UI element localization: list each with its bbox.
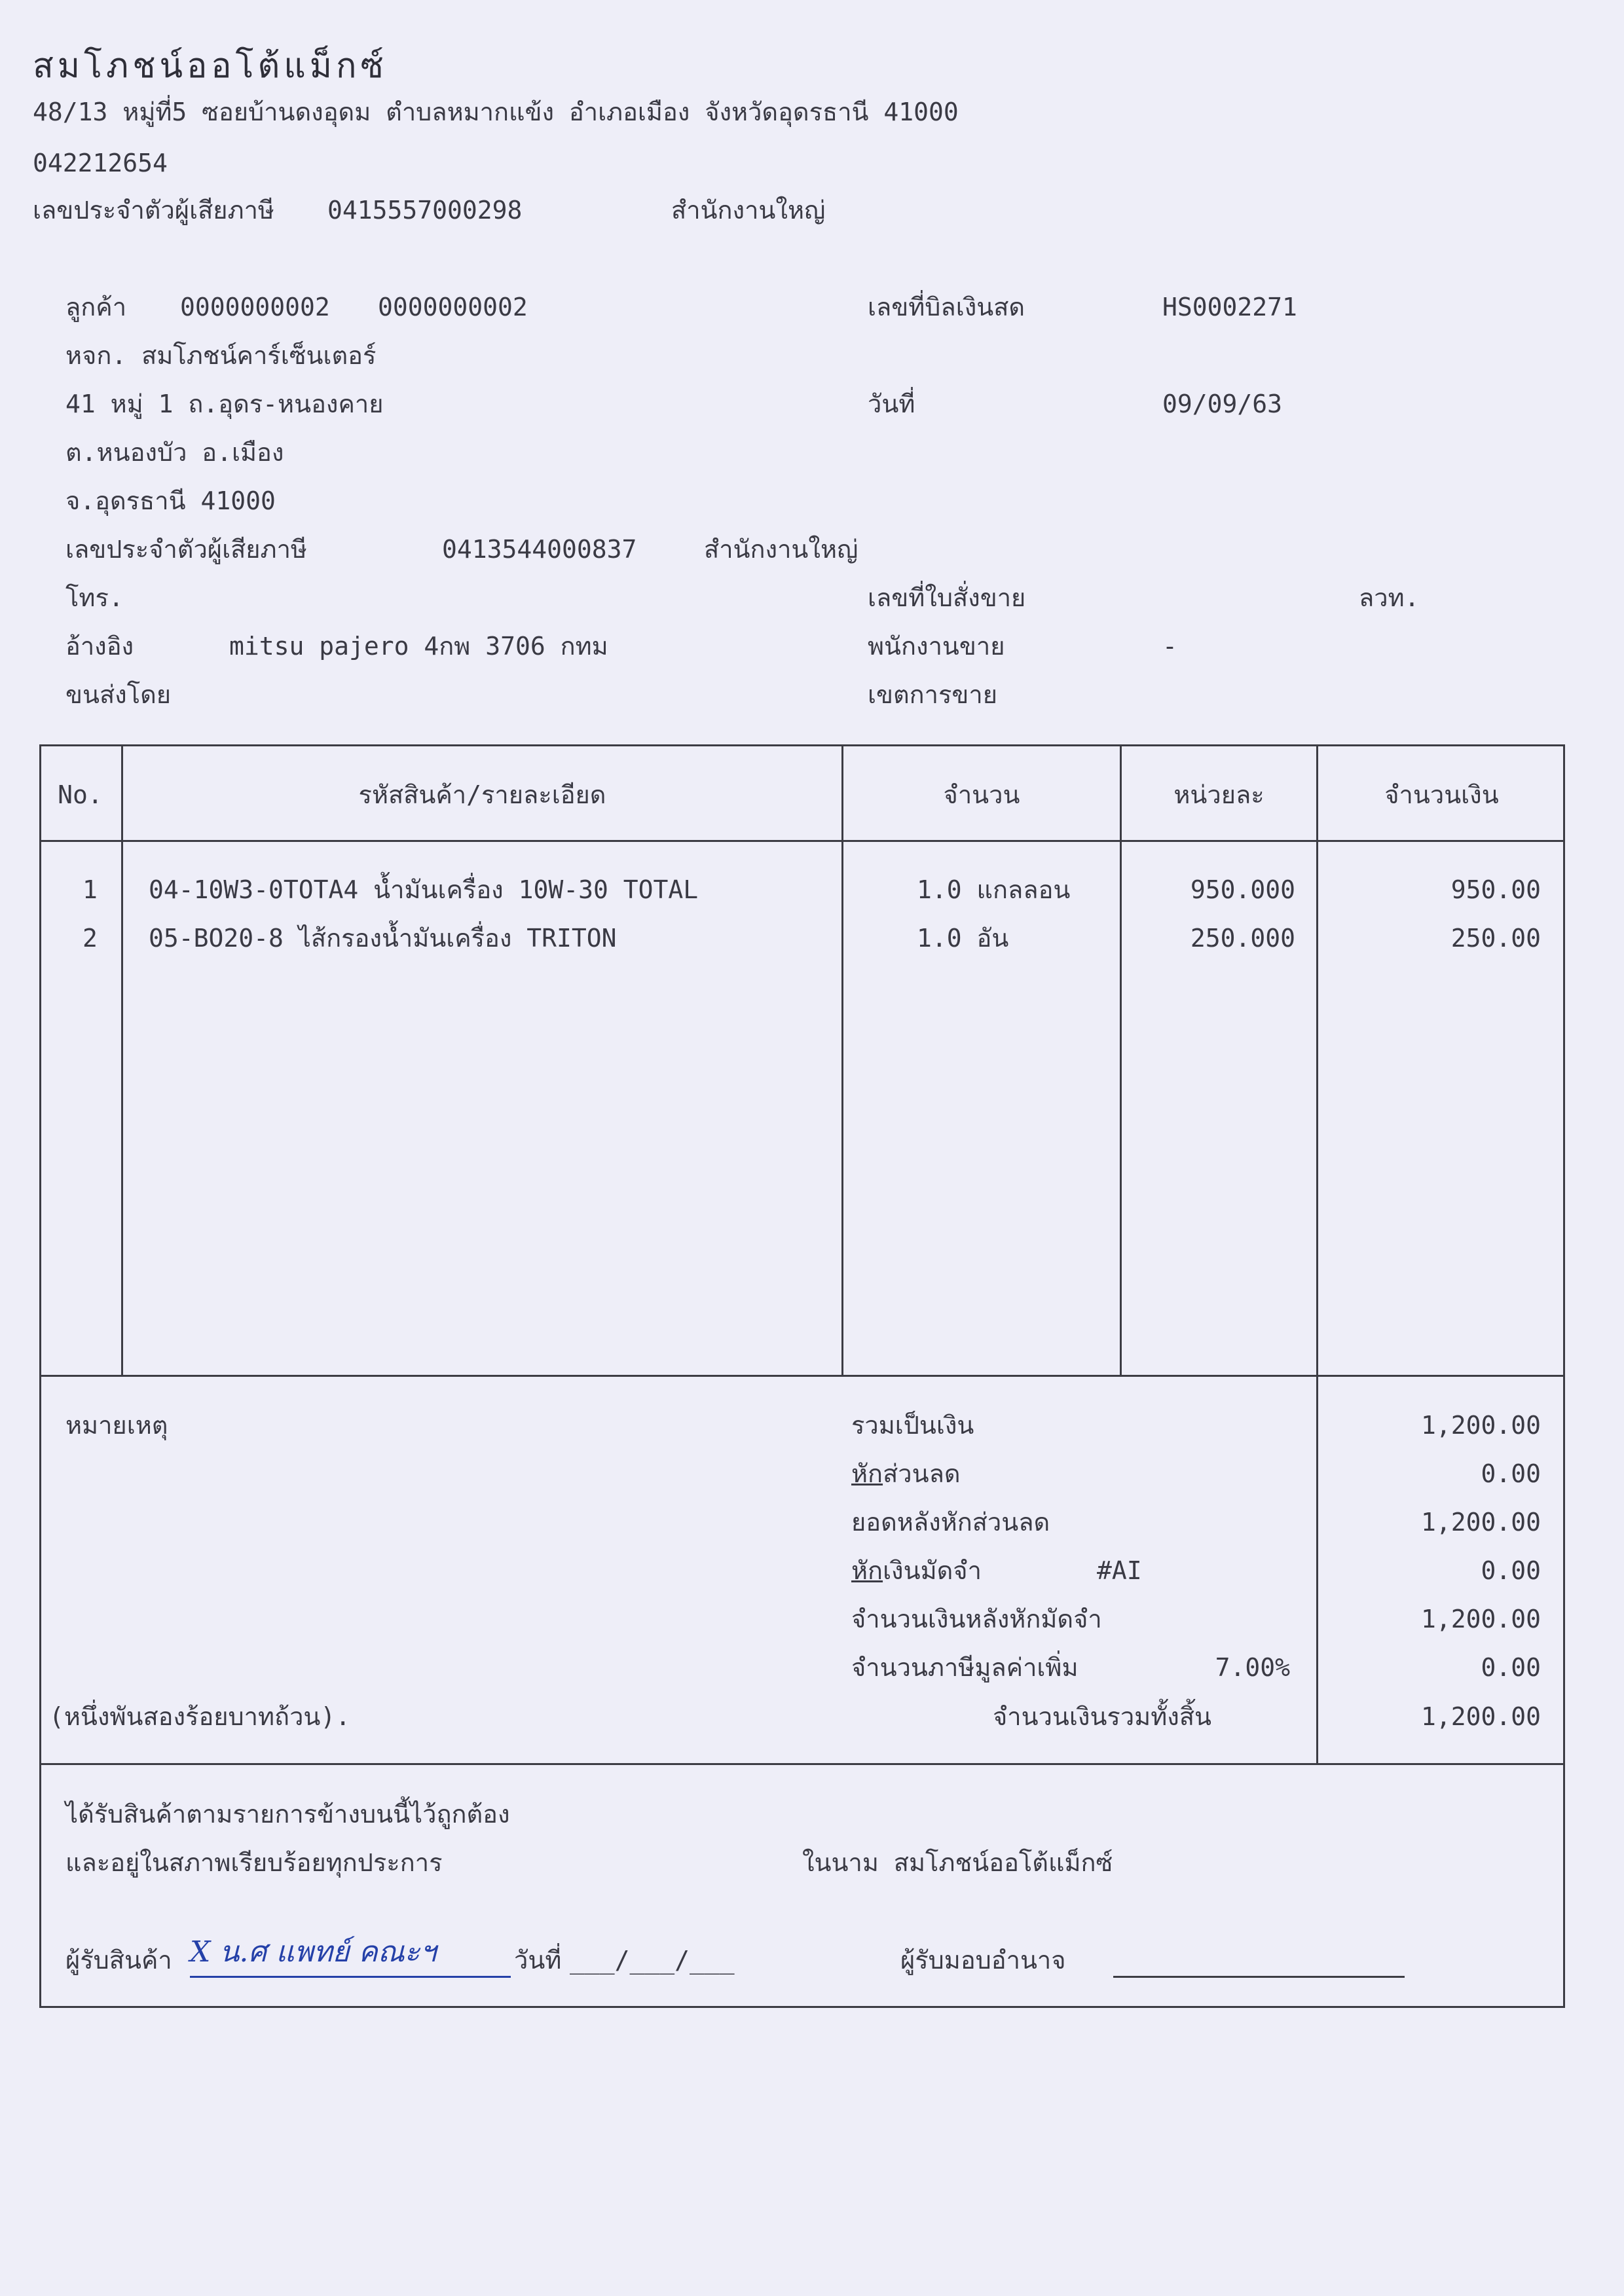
bill-no-value: HS0002271 [1162, 293, 1297, 321]
col-divider-desc [841, 744, 843, 1376]
bill-date-value: 09/09/63 [1162, 390, 1283, 418]
receive-date-blank: ___/___/___ [570, 1946, 735, 1975]
receive-date-label: วันที่ [514, 1946, 562, 1975]
customer-address-2: ต.หนองบัว อ.เมือง [65, 438, 284, 467]
vat-label: จำนวนภาษีมูลค่าเพิ่ม [851, 1653, 1079, 1682]
bill-date-label: วันที่ [868, 390, 915, 418]
authorized-signature-line [1113, 1976, 1405, 1978]
company-branch: สำนักงานใหญ่ [671, 196, 826, 225]
deposit-value: 0.00 [1481, 1556, 1541, 1585]
customer-ref-label: อ้างอิง [65, 632, 134, 661]
bill-no-label: เลขที่บิลเงินสด [868, 293, 1025, 321]
header-no: No. [58, 780, 103, 809]
deposit-prefix: หัก [851, 1556, 883, 1585]
customer-tax-label: เลขประจำตัวผู้เสียภาษี [65, 535, 307, 564]
salesperson-value: - [1162, 632, 1177, 661]
after-discount-label: ยอดหลังหักส่วนลด [851, 1508, 1050, 1537]
customer-label: ลูกค้า [65, 293, 127, 321]
authorized-label: ผู้รับมอบอำนาจ [900, 1946, 1066, 1975]
row-no: 2 [83, 924, 98, 953]
row-quantity: 1.0 แกลลอน [917, 875, 1071, 904]
customer-ship-label: ขนส่งโดย [65, 680, 172, 709]
after-deposit-label: จำนวนเงินหลังหักมัดจำ [851, 1605, 1102, 1633]
customer-ref-value: mitsu pajero 4กพ 3706 กทม [229, 632, 608, 661]
vat-rate: 7.00% [1215, 1653, 1290, 1682]
remark-label: หมายเหตุ [65, 1411, 168, 1440]
sales-area-label: เขตการขาย [868, 680, 997, 709]
header-divider [39, 840, 1565, 842]
row-amount: 250.00 [1450, 924, 1541, 953]
customer-name: หจก. สมโภชน์คาร์เซ็นเตอร์ [65, 341, 377, 370]
row-description: 05-BO20-8 ไส้กรองน้ำมันเครื่อง TRITON [149, 924, 617, 953]
customer-tax-id: 0413544000837 [442, 535, 637, 564]
discount-text: ส่วนลด [883, 1459, 961, 1488]
col-divider-qty [1120, 744, 1122, 1376]
row-unit-price: 250.000 [1190, 924, 1295, 953]
received-statement-2: และอยู่ในสภาพเรียบร้อยทุกประการ [65, 1848, 443, 1877]
receiver-label: ผู้รับสินค้า [65, 1946, 172, 1975]
deposit-text: เงินมัดจำ [883, 1556, 982, 1585]
customer-code-2: 0000000002 [378, 293, 528, 321]
deposit-label [851, 1558, 982, 1583]
row-description: 04-10W3-0TOTA4 น้ำมันเครื่อง 10W-30 TOTAL [149, 875, 699, 904]
grand-total-label: จำนวนเงินรวมทั้งสิ้น [993, 1702, 1211, 1731]
discount-label [851, 1461, 961, 1486]
subtotal-value: 1,200.00 [1420, 1411, 1541, 1440]
row-quantity: 1.0 อัน [917, 924, 1009, 953]
customer-phone-label: โทร. [65, 583, 124, 612]
amount-in-words: (หนึ่งพันสองร้อยบาทถ้วน). [49, 1702, 351, 1731]
customer-branch: สำนักงานใหญ่ [704, 535, 858, 564]
header-quantity: จำนวน [943, 780, 1020, 809]
row-no: 1 [83, 875, 98, 904]
items-bottom-divider [39, 1375, 1565, 1377]
header-description: รหัสสินค้า/รายละเอียด [358, 780, 606, 809]
company-name: สมโภชน์ออโต้แม็กซ์ [33, 46, 388, 86]
sales-order-label: เลขที่ใบสั่งขาย [868, 583, 1026, 612]
deposit-code: #AI [1097, 1556, 1142, 1585]
grand-total-value: 1,200.00 [1420, 1702, 1541, 1731]
summary-bottom-divider [39, 1763, 1565, 1765]
discount-value: 0.00 [1481, 1459, 1541, 1488]
customer-address-1: 41 หมู่ 1 ถ.อุดร-หนองคาย [65, 390, 384, 418]
salesperson-label: พนักงานขาย [868, 632, 1005, 661]
subtotal-label: รวมเป็นเงิน [851, 1411, 974, 1440]
discount-prefix: หัก [851, 1459, 883, 1488]
col-divider-no [121, 744, 123, 1376]
sales-order-value: ลวท. [1359, 583, 1420, 612]
vat-value: 0.00 [1481, 1653, 1541, 1682]
signature-underline [190, 1976, 511, 1978]
customer-address-3: จ.อุดรธานี 41000 [65, 486, 276, 515]
customer-code-1: 0000000002 [180, 293, 330, 321]
company-tax-id: 0415557000298 [327, 196, 523, 225]
header-unit-price: หน่วยละ [1173, 780, 1264, 809]
company-address: 48/13 หมู่ที่5 ซอยบ้านดงอุดม ตำบลหมากแข้ง อำเภอเมือง จังหวัดอุดรธานี 41000 [33, 98, 959, 126]
company-phone: 042212654 [33, 149, 168, 177]
header-amount: จำนวนเงิน [1384, 780, 1499, 809]
receiver-signature: X น.ศ แพทย์ คณะฯ [190, 1935, 437, 1969]
after-deposit-value: 1,200.00 [1420, 1605, 1541, 1633]
after-discount-value: 1,200.00 [1420, 1508, 1541, 1537]
row-amount: 950.00 [1450, 875, 1541, 904]
company-tax-label: เลขประจำตัวผู้เสียภาษี [33, 196, 274, 225]
on-behalf-of: ในนาม สมโภชน์ออโต้แม็กซ์ [802, 1848, 1113, 1877]
row-unit-price: 950.000 [1190, 875, 1295, 904]
received-statement-1: ได้รับสินค้าตามรายการข้างบนนี้ไว้ถูกต้อง [65, 1800, 510, 1829]
